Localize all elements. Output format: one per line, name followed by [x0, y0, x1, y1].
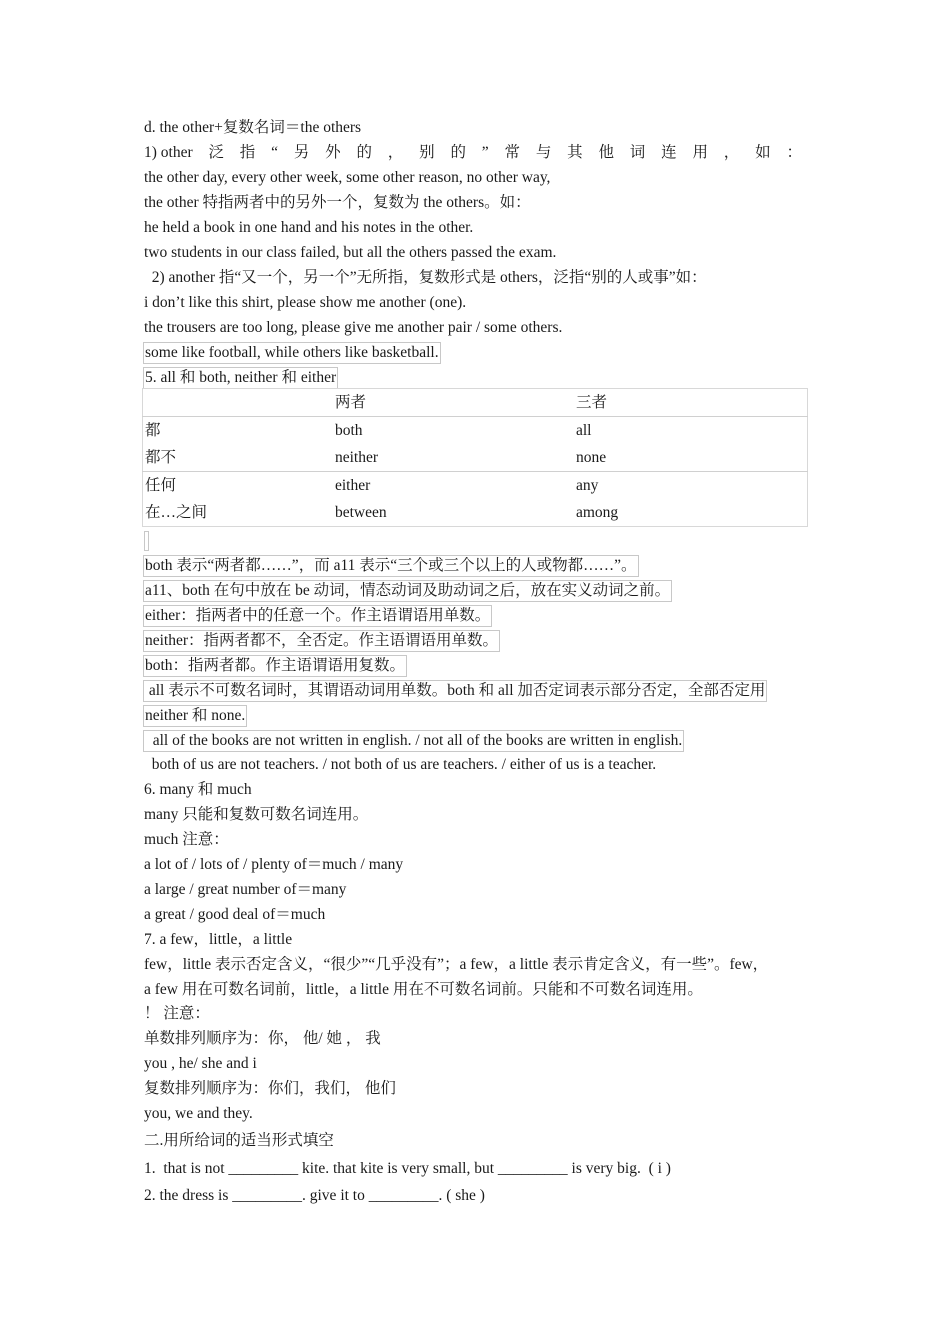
table-cell: 都	[145, 421, 161, 439]
table-cell: 在…之间	[145, 503, 208, 521]
table-cell: 任何	[145, 476, 177, 494]
note-example-teachers: both of us are not teachers. / not both of us are teachers. / either of us is a teacher.	[144, 756, 657, 773]
table-cell: neither	[333, 444, 574, 472]
table-cell	[143, 389, 334, 417]
table-cell: all	[576, 421, 592, 439]
line-number-of: a large / great number of＝many	[144, 881, 347, 898]
note-example-books: all of the books are not written in english. / not all of the books are written in english.	[143, 730, 684, 752]
justified-text-segment: 另	[293, 144, 310, 161]
exercise-question-2: 2. the dress is _________. give it to _________. ( she )	[144, 1187, 485, 1204]
justified-text-segment: 用	[692, 144, 708, 161]
line-few-little: few，little 表示否定含义，“很少”“几乎没有”；a few，a little 表示肯定含义，有一些”。few，	[144, 956, 769, 973]
justified-text-segment: 他	[598, 144, 614, 161]
table-cell: 两者	[333, 389, 574, 417]
line-example-shirt: i don’t like this shirt, please show me another (one).	[144, 294, 467, 311]
line-many: many 只能和复数可数名词连用。	[144, 806, 369, 823]
table-cell: between	[335, 503, 387, 521]
table-row	[143, 499, 808, 527]
justified-text-segment: 如	[755, 144, 771, 161]
line-plural-example: you, we and they.	[144, 1105, 253, 1122]
note-neither-none: neither 和 none.	[143, 705, 247, 727]
line-plural-order: 复数排列顺序为：你们，我们， 他们	[144, 1080, 396, 1097]
note-position: a11、both 在句中放在 be 动词，情态动词及助动词之后，放在实义动词之前。	[143, 580, 672, 602]
line-example-trousers: the trousers are too long, please give me another pair / some others.	[144, 319, 563, 336]
justified-text-segment: ”	[481, 144, 489, 161]
table-cell: both	[335, 421, 363, 439]
line-other-general	[144, 143, 802, 163]
justified-text-segment: 指	[239, 144, 256, 161]
table-cell: 三者	[574, 389, 808, 417]
note-all-uncountable: all 表示不可数名词时，其谓语动词用单数。both 和 all 加否定词表示部分否定，全部否定用	[143, 680, 767, 702]
note-neither: neither：指两者都不，全否定。作主语谓语用单数。	[143, 630, 500, 652]
justified-text-segment: ：	[786, 144, 802, 161]
line-few-usage: a few 用在可数名词前，little，a little 用在不可数名词前。只能和不可数名词连用。	[144, 981, 703, 998]
line-another: 2) another 指“又一个，另一个”无所指，复数形式是 others，泛指“别的人或事”如：	[144, 269, 707, 286]
exercise-question-1: 1. that is not _________ kite. that kite is very small, but _________ is very big. ( i )	[144, 1160, 671, 1177]
line-singular-example: you , he/ she and i	[144, 1055, 257, 1072]
justified-text-segment: 连	[661, 144, 677, 161]
comparison-table	[142, 388, 808, 527]
line-singular-order: 单数排列顺序为：你， 他/ 她 ， 我	[144, 1030, 381, 1047]
line-example-students: two students in our class failed, but all the others passed the exam.	[144, 244, 557, 261]
table-row	[143, 417, 808, 445]
line-example-football: some like football, while others like basketball.	[143, 342, 441, 364]
justified-text-segment: 与	[535, 144, 552, 161]
exercise-title: 二.用所给词的适当形式填空	[144, 1132, 334, 1149]
justified-text-segment: ，	[387, 144, 404, 161]
line-much-note: much 注意：	[144, 831, 229, 848]
section-6-heading: 6. many 和 much	[144, 781, 252, 798]
line-deal-of: a great / good deal of＝much	[144, 906, 326, 923]
section-5-heading: 5. all 和 both, neither 和 either	[143, 367, 338, 389]
table-cell: among	[576, 503, 619, 521]
table-row	[143, 472, 808, 500]
line-other-plural: d. the other+复数名词＝the others	[144, 119, 362, 136]
line-attention: ！ 注意：	[144, 1005, 210, 1022]
section-7-heading: 7. a few，little，a little	[144, 931, 293, 948]
justified-text-segment: 常	[504, 144, 520, 161]
line-example-book: he held a book in one hand and his notes in the other.	[144, 219, 474, 236]
justified-text-segment: 外	[325, 144, 341, 161]
table-cell: either	[335, 476, 371, 494]
justified-text-segment: ，	[723, 144, 740, 161]
note-both: both：指两者都。作主语谓语用复数。	[143, 655, 407, 677]
table-cell: none	[574, 444, 808, 472]
justified-text-segment: 别	[419, 144, 435, 161]
justified-text-segment: “	[271, 144, 278, 161]
table-header-row	[143, 389, 808, 417]
justified-text-segment: 的	[450, 144, 466, 161]
note-either: either：指两者中的任意一个。作主语谓语用单数。	[143, 605, 492, 627]
note-both-all: both 表示“两者都……”，而 a11 表示“三个或三个以上的人或物都……”。	[143, 555, 639, 577]
table-cell: 都不	[143, 444, 334, 472]
justified-text-segment: 泛	[208, 144, 224, 161]
line-the-other: the other 特指两者中的另外一个，复数为 the others。如：	[144, 194, 531, 211]
empty-box-marker	[144, 531, 149, 551]
justified-text-segment: 的	[356, 144, 372, 161]
line-other-examples: the other day, every other week, some other reason, no other way,	[144, 169, 551, 186]
justified-text-segment: 其	[567, 144, 583, 161]
table-cell: any	[576, 476, 599, 494]
justified-text-segment: 词	[629, 144, 646, 161]
justified-text-segment: 1) other	[144, 144, 193, 161]
table-row	[143, 444, 808, 472]
line-a-lot-of: a lot of / lots of / plenty of＝much / many	[144, 856, 404, 873]
